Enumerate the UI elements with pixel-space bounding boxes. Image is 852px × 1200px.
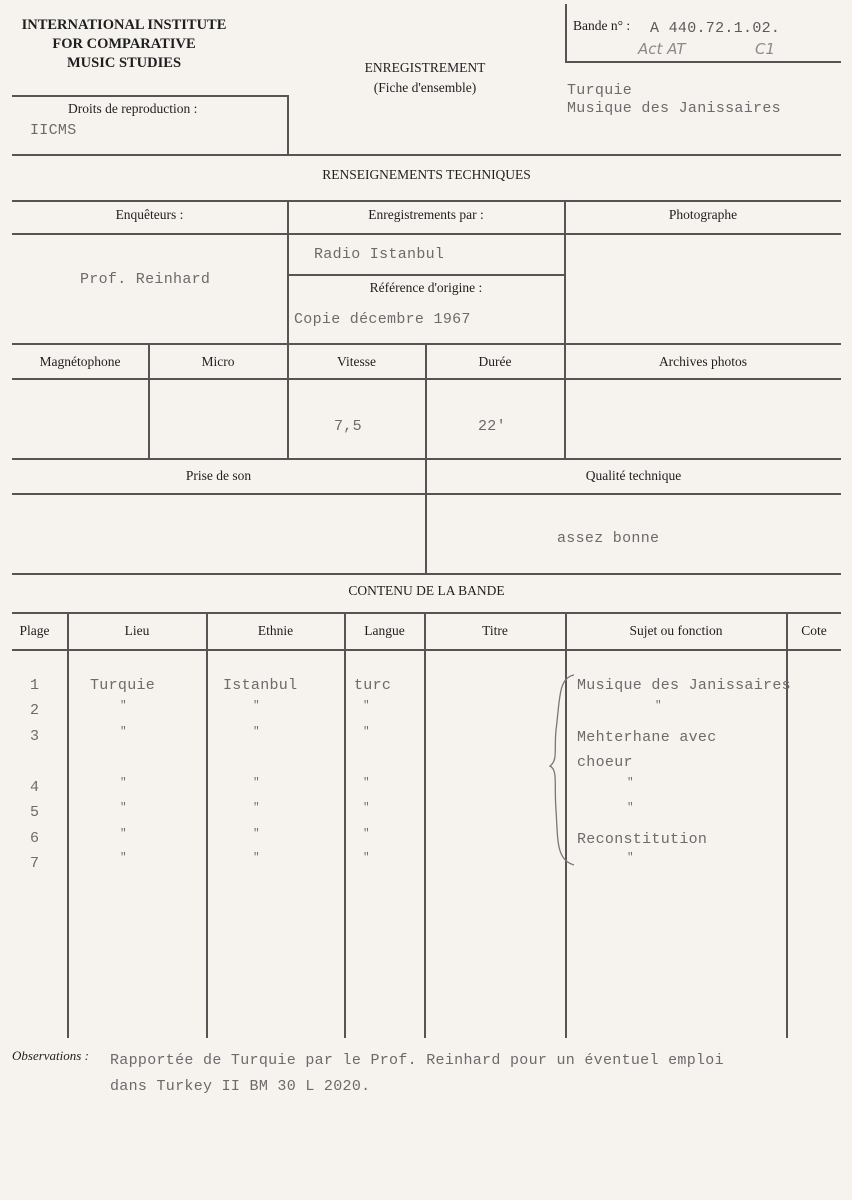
location-country: Turquie	[567, 82, 633, 99]
duree-value: 22'	[478, 418, 506, 435]
tech-row3-sub-line	[12, 493, 841, 495]
col-sujet: Sujet ou fonction	[629, 623, 723, 638]
handwritten-brace	[544, 670, 584, 870]
tech-row2-divider-1	[148, 343, 150, 458]
row-3-sujet-line2: choeur	[577, 754, 633, 771]
prise-label: Prise de son	[185, 468, 252, 483]
tech-col-divider-2	[564, 200, 566, 343]
contenu-divider-6	[786, 612, 788, 1038]
bande-number: A 440.72.1.02.	[650, 20, 781, 37]
col-titre: Titre	[482, 623, 508, 638]
tech-heading-line	[12, 200, 841, 202]
tech-row2-top-line	[12, 343, 841, 345]
row-2-sujet: "	[655, 700, 662, 712]
archives-label: Archives photos	[658, 354, 748, 369]
row-5-lieu: "	[120, 802, 127, 814]
row-7-plage: 7	[30, 855, 40, 872]
form-title-main: ENREGISTREMENT	[364, 60, 486, 75]
contenu-divider-2	[206, 612, 208, 1038]
form-title-sub: (Fiche d'ensemble)	[373, 80, 477, 95]
enregistrements-label: Enregistrements par :	[368, 207, 484, 222]
row-7-sujet: "	[627, 852, 634, 864]
tech-heading: RENSEIGNEMENTS TECHNIQUES	[322, 167, 531, 182]
bande-box-left	[565, 4, 567, 62]
row-1-lieu: Turquie	[90, 677, 156, 694]
tech-row2-divider-4	[564, 343, 566, 458]
reference-top-line	[288, 274, 564, 276]
droits-value: IICMS	[30, 122, 77, 139]
row-1-plage: 1	[30, 677, 40, 694]
observations-line-2: dans Turkey II BM 30 L 2020.	[110, 1078, 371, 1095]
row-5-plage: 5	[30, 804, 40, 821]
contenu-divider-1	[67, 612, 69, 1038]
tech-row2-divider-2	[287, 343, 289, 458]
col-cote: Cote	[801, 623, 827, 638]
tech-col-divider-1	[287, 200, 289, 343]
row-3-sujet: Mehterhane avec	[577, 729, 717, 746]
row-5-langue: "	[363, 802, 370, 814]
row-6-langue: "	[363, 828, 370, 840]
institute-line-1: INTERNATIONAL INSTITUTE	[21, 17, 227, 33]
bande-box-bottom	[565, 61, 841, 63]
vitesse-label: Vitesse	[337, 354, 376, 369]
row-6-lieu: "	[120, 828, 127, 840]
col-ethnie: Ethnie	[257, 623, 294, 638]
location-subject: Musique des Janissaires	[567, 100, 781, 117]
row-2-lieu: "	[120, 700, 127, 712]
tech-row2-divider-3	[425, 343, 427, 458]
bande-handwritten-code: C1	[755, 40, 776, 58]
observations-line-1: Rapportée de Turquie par le Prof. Reinhard pour un éventuel emploi	[110, 1052, 724, 1069]
qualite-label: Qualité technique	[585, 468, 682, 483]
contenu-header-line	[12, 649, 841, 651]
tech-row3-divider	[425, 458, 427, 574]
reference-label: Référence d'origine :	[369, 280, 483, 295]
row-2-plage: 2	[30, 702, 40, 719]
row-5-sujet: "	[627, 802, 634, 814]
row-1-langue: turc	[354, 677, 392, 694]
col-langue: Langue	[364, 623, 405, 638]
droits-box-top	[12, 95, 288, 97]
bande-handwritten-note: Act AT	[638, 40, 686, 58]
droits-label: Droits de reproduction :	[68, 101, 198, 116]
institute-line-2: FOR COMPARATIVE	[52, 36, 196, 52]
contenu-top-line	[12, 573, 841, 575]
row-3-langue: "	[363, 726, 370, 738]
institute-line-3: MUSIC STUDIES	[66, 55, 182, 71]
contenu-divider-4	[424, 612, 426, 1038]
enregistrements-value: Radio Istanbul	[314, 246, 445, 263]
droits-box-right	[287, 95, 289, 155]
row-2-ethnie: "	[253, 700, 260, 712]
row-7-lieu: "	[120, 852, 127, 864]
qualite-value: assez bonne	[557, 530, 660, 547]
bande-label: Bande n° :	[573, 18, 631, 33]
magnetophone-label: Magnétophone	[39, 354, 121, 369]
col-plage: Plage	[19, 623, 50, 638]
contenu-divider-3	[344, 612, 346, 1038]
tech-subheader-line	[12, 233, 841, 235]
row-4-plage: 4	[30, 779, 40, 796]
row-6-plage: 6	[30, 830, 40, 847]
contenu-heading-line	[12, 612, 841, 614]
contenu-heading: CONTENU DE LA BANDE	[348, 583, 505, 598]
row-3-plage: 3	[30, 728, 40, 745]
vitesse-value: 7,5	[334, 418, 362, 435]
photographe-label: Photographe	[668, 207, 738, 222]
row-7-langue: "	[363, 852, 370, 864]
row-2-langue: "	[363, 700, 370, 712]
row-6-sujet: Reconstitution	[577, 831, 708, 848]
observations-label: Observations :	[12, 1048, 89, 1063]
row-3-ethnie: "	[253, 726, 260, 738]
row-4-lieu: "	[120, 777, 127, 789]
row-4-sujet: "	[627, 777, 634, 789]
institute-name	[6, 16, 242, 73]
tech-top-line	[12, 154, 841, 156]
micro-label: Micro	[201, 354, 235, 369]
form-title	[330, 58, 520, 98]
col-lieu: Lieu	[124, 623, 150, 638]
row-5-ethnie: "	[253, 802, 260, 814]
tech-row3-top-line	[12, 458, 841, 460]
row-3-lieu: "	[120, 726, 127, 738]
duree-label: Durée	[478, 354, 512, 369]
reference-value: Copie décembre 1967	[294, 311, 471, 328]
enqueteurs-label: Enquêteurs :	[115, 207, 184, 222]
tech-row2-sub-line	[12, 378, 841, 380]
row-1-sujet: Musique des Janissaires	[577, 677, 791, 694]
row-4-ethnie: "	[253, 777, 260, 789]
row-7-ethnie: "	[253, 852, 260, 864]
row-4-langue: "	[363, 777, 370, 789]
row-1-ethnie: Istanbul	[223, 677, 298, 694]
enqueteurs-value: Prof. Reinhard	[80, 271, 211, 288]
row-6-ethnie: "	[253, 828, 260, 840]
